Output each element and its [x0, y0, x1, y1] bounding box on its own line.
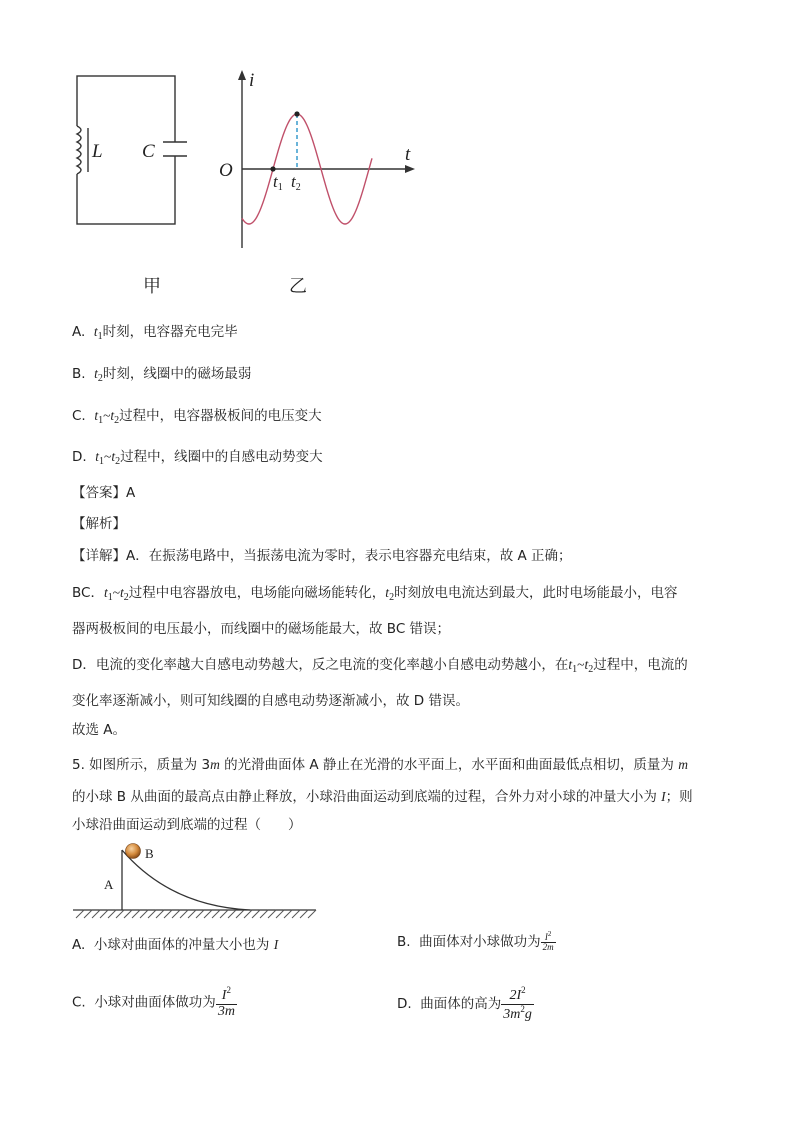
q5-line-1: 5. 如图所示，质量为 3m 的光滑曲面体 A 静止在光滑的水平面上，水平面和曲面最低点相切，质量为 m [72, 757, 688, 773]
analysis-tag: 【解析】 [72, 516, 126, 532]
y-axis-label: i [249, 70, 255, 91]
analysis-line-6: 故选 A。 [72, 722, 127, 738]
q5-line-2: 的小球 B 从曲面的最高点由静止释放，小球沿曲面运动到底端的过程，合外力对小球的冲量大小为 I；则 [72, 789, 693, 805]
figure-caption-jia: 甲 [143, 276, 161, 297]
block-label-a: A [104, 877, 114, 892]
q5-option-a: A. 小球对曲面体的冲量大小也为 I [72, 937, 279, 953]
answer-line: 【答案】A [72, 485, 136, 501]
x-axis-arrow [405, 165, 415, 173]
origin-label: O [219, 160, 233, 181]
current-time-graph [215, 68, 425, 253]
peak-point [294, 111, 299, 116]
ball-label-b: B [145, 846, 154, 861]
y-axis-arrow [238, 70, 246, 80]
block-curved-surface [122, 850, 250, 910]
ball-b [126, 844, 141, 859]
t1-point [270, 166, 275, 171]
analysis-line-3: 器两极板间的电压最小，而线圈中的磁场能最大，故 BC 错误； [72, 621, 451, 637]
capacitor-label: C [142, 141, 155, 162]
q4-option-d: D. $t_1\sim t_2$过程中，线圈中的自感电动势变大 [72, 449, 323, 467]
q4-option-a: A. $t_1$时刻，电容器充电完毕 [72, 324, 238, 342]
lc-circuit-figure [60, 68, 200, 238]
q5-line-3: 小球沿曲面运动到底端的过程（ ） [72, 817, 302, 833]
x-axis-label: t [405, 144, 411, 165]
q4-option-c: C. $t_1\sim t_2$过程中，电容器极板间的电压变大 [72, 408, 322, 426]
analysis-line-5: 变化率逐渐减小，则可知线圈的自感电动势逐渐减小，故 D 错误。 [72, 693, 469, 709]
q5-option-d: D. 曲面体的高为 $\frac{2I^2}{3m^2g}$ [397, 985, 532, 1022]
q5-option-b: B. 曲面体对小球做功为 $\frac{I^2}{2m}$ [397, 930, 554, 953]
analysis-line-1: 【详解】A．在振荡电路中，当振荡电流为零时，表示电容器充电结束，故 A 正确； [72, 548, 572, 564]
analysis-line-4: D．电流的变化率越大自感电动势越大，反之电流的变化率越小自感电动势越小，在$t_1\sim t_2$过程中，电流的 [72, 657, 688, 675]
t2-label: $t_2$ [291, 172, 301, 193]
analysis-line-2: BC．$t_1\sim t_2$过程中电容器放电，电场能向磁场能转化，$t_2$时刻放电电流达到最大，此时电场能最小，电容 [72, 585, 678, 603]
q4-option-b: B. $t_2$时刻，线圈中的磁场最弱 [72, 366, 252, 384]
q5-option-c: C. 小球对曲面体做功为 $\frac{I^2}{3m}$ [72, 985, 235, 1019]
t1-label: $t_1$ [273, 172, 283, 193]
inductor-label: L [92, 141, 103, 162]
figure-caption-yi: 乙 [289, 276, 307, 297]
